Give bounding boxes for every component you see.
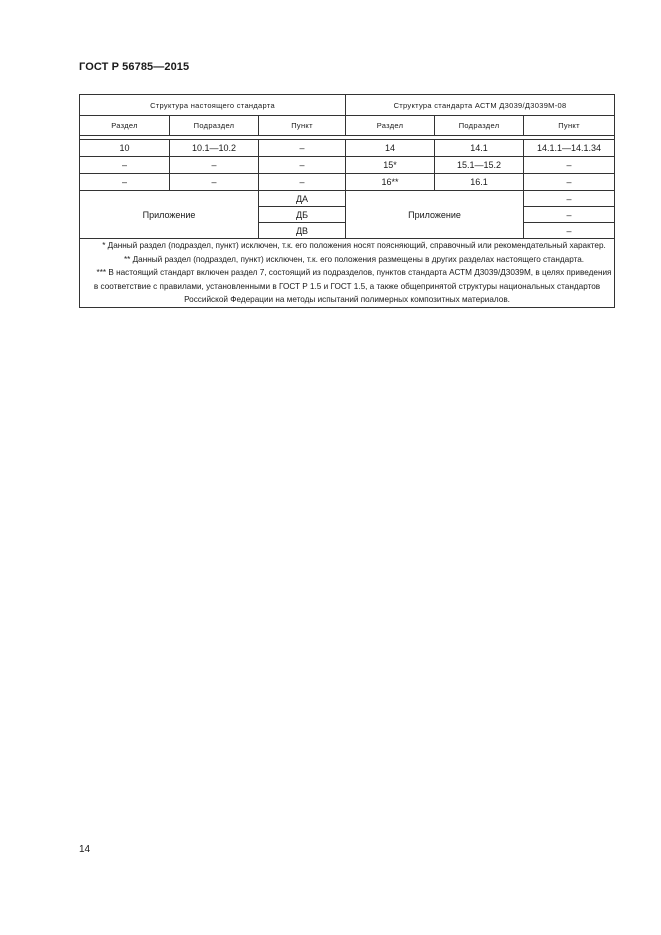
table-row — [80, 140, 615, 157]
table-cell: 14.1 — [435, 140, 524, 157]
structure-comparison-table — [79, 94, 615, 308]
footnote: * Данный раздел (подраздел, пункт) исключен, т.к. его положения носят поясняющий, справочный или рекомендательный характер. — [102, 241, 606, 250]
column-header: Раздел — [80, 116, 170, 136]
table-cell: – — [170, 157, 259, 174]
table-cell: – — [259, 140, 346, 157]
table-notes-row — [80, 239, 615, 308]
footnote: *** В настоящий стандарт включен раздел 7, состоящий из подразделов, пунктов стандарта АСТМ Д3039/Д3039М, в целях приведения в соответствие с правилами, установленными в ГОСТ Р 1.5 и ГОСТ 1.5, а также общепринятой структуры национальных стандартов Российской Федерации на методы испытаний полимерных композитных материалов. — [93, 268, 612, 305]
table-cell: 10.1—10.2 — [170, 140, 259, 157]
table-cell: – — [259, 157, 346, 174]
table-cell: 16** — [346, 174, 435, 191]
column-header: Раздел — [346, 116, 435, 136]
appendix-code: ДА — [259, 191, 346, 207]
table-cell: – — [80, 174, 170, 191]
column-header: Пункт — [259, 116, 346, 136]
structure-comparison-table-wrapper — [79, 94, 614, 308]
table-cell: – — [170, 174, 259, 191]
table-cell: 10 — [80, 140, 170, 157]
footnote: ** Данный раздел (подраздел, пункт) исключен, т.к. его положения размещены в других разделах настоящего стандарта. — [123, 254, 585, 264]
table-cell: 14 — [346, 140, 435, 157]
document-header: ГОСТ Р 56785—2015 — [79, 61, 190, 73]
group-header-left: Структура настоящего стандарта — [80, 95, 346, 116]
column-header: Пункт — [524, 116, 615, 136]
page-number: 14 — [79, 844, 91, 855]
table-cell: – — [524, 174, 615, 191]
table-cell: 16.1 — [435, 174, 524, 191]
table-cell: 15* — [346, 157, 435, 174]
appendix-code: ДБ — [259, 207, 346, 223]
appendix-label-left: Приложение — [80, 191, 259, 239]
table-cell: 15.1—15.2 — [435, 157, 524, 174]
column-header: Подраздел — [435, 116, 524, 136]
table-group-header-row — [80, 95, 615, 116]
table-notes — [80, 239, 615, 308]
column-header: Подраздел — [170, 116, 259, 136]
appendix-value: – — [524, 207, 615, 223]
table-cell: – — [80, 157, 170, 174]
appendix-value: – — [524, 191, 615, 207]
table-cell: – — [259, 174, 346, 191]
group-header-right: Структура стандарта АСТМ Д3039/Д3039М-08 — [346, 95, 615, 116]
appendix-label-right: Приложение — [346, 191, 524, 239]
appendix-code: ДВ — [259, 223, 346, 239]
table-cell: – — [524, 157, 615, 174]
table-row — [80, 157, 615, 174]
table-row — [80, 174, 615, 191]
table-column-header-row — [80, 116, 615, 136]
table-cell: 14.1.1—14.1.34 — [524, 140, 615, 157]
appendix-row — [80, 191, 615, 207]
appendix-value: – — [524, 223, 615, 239]
